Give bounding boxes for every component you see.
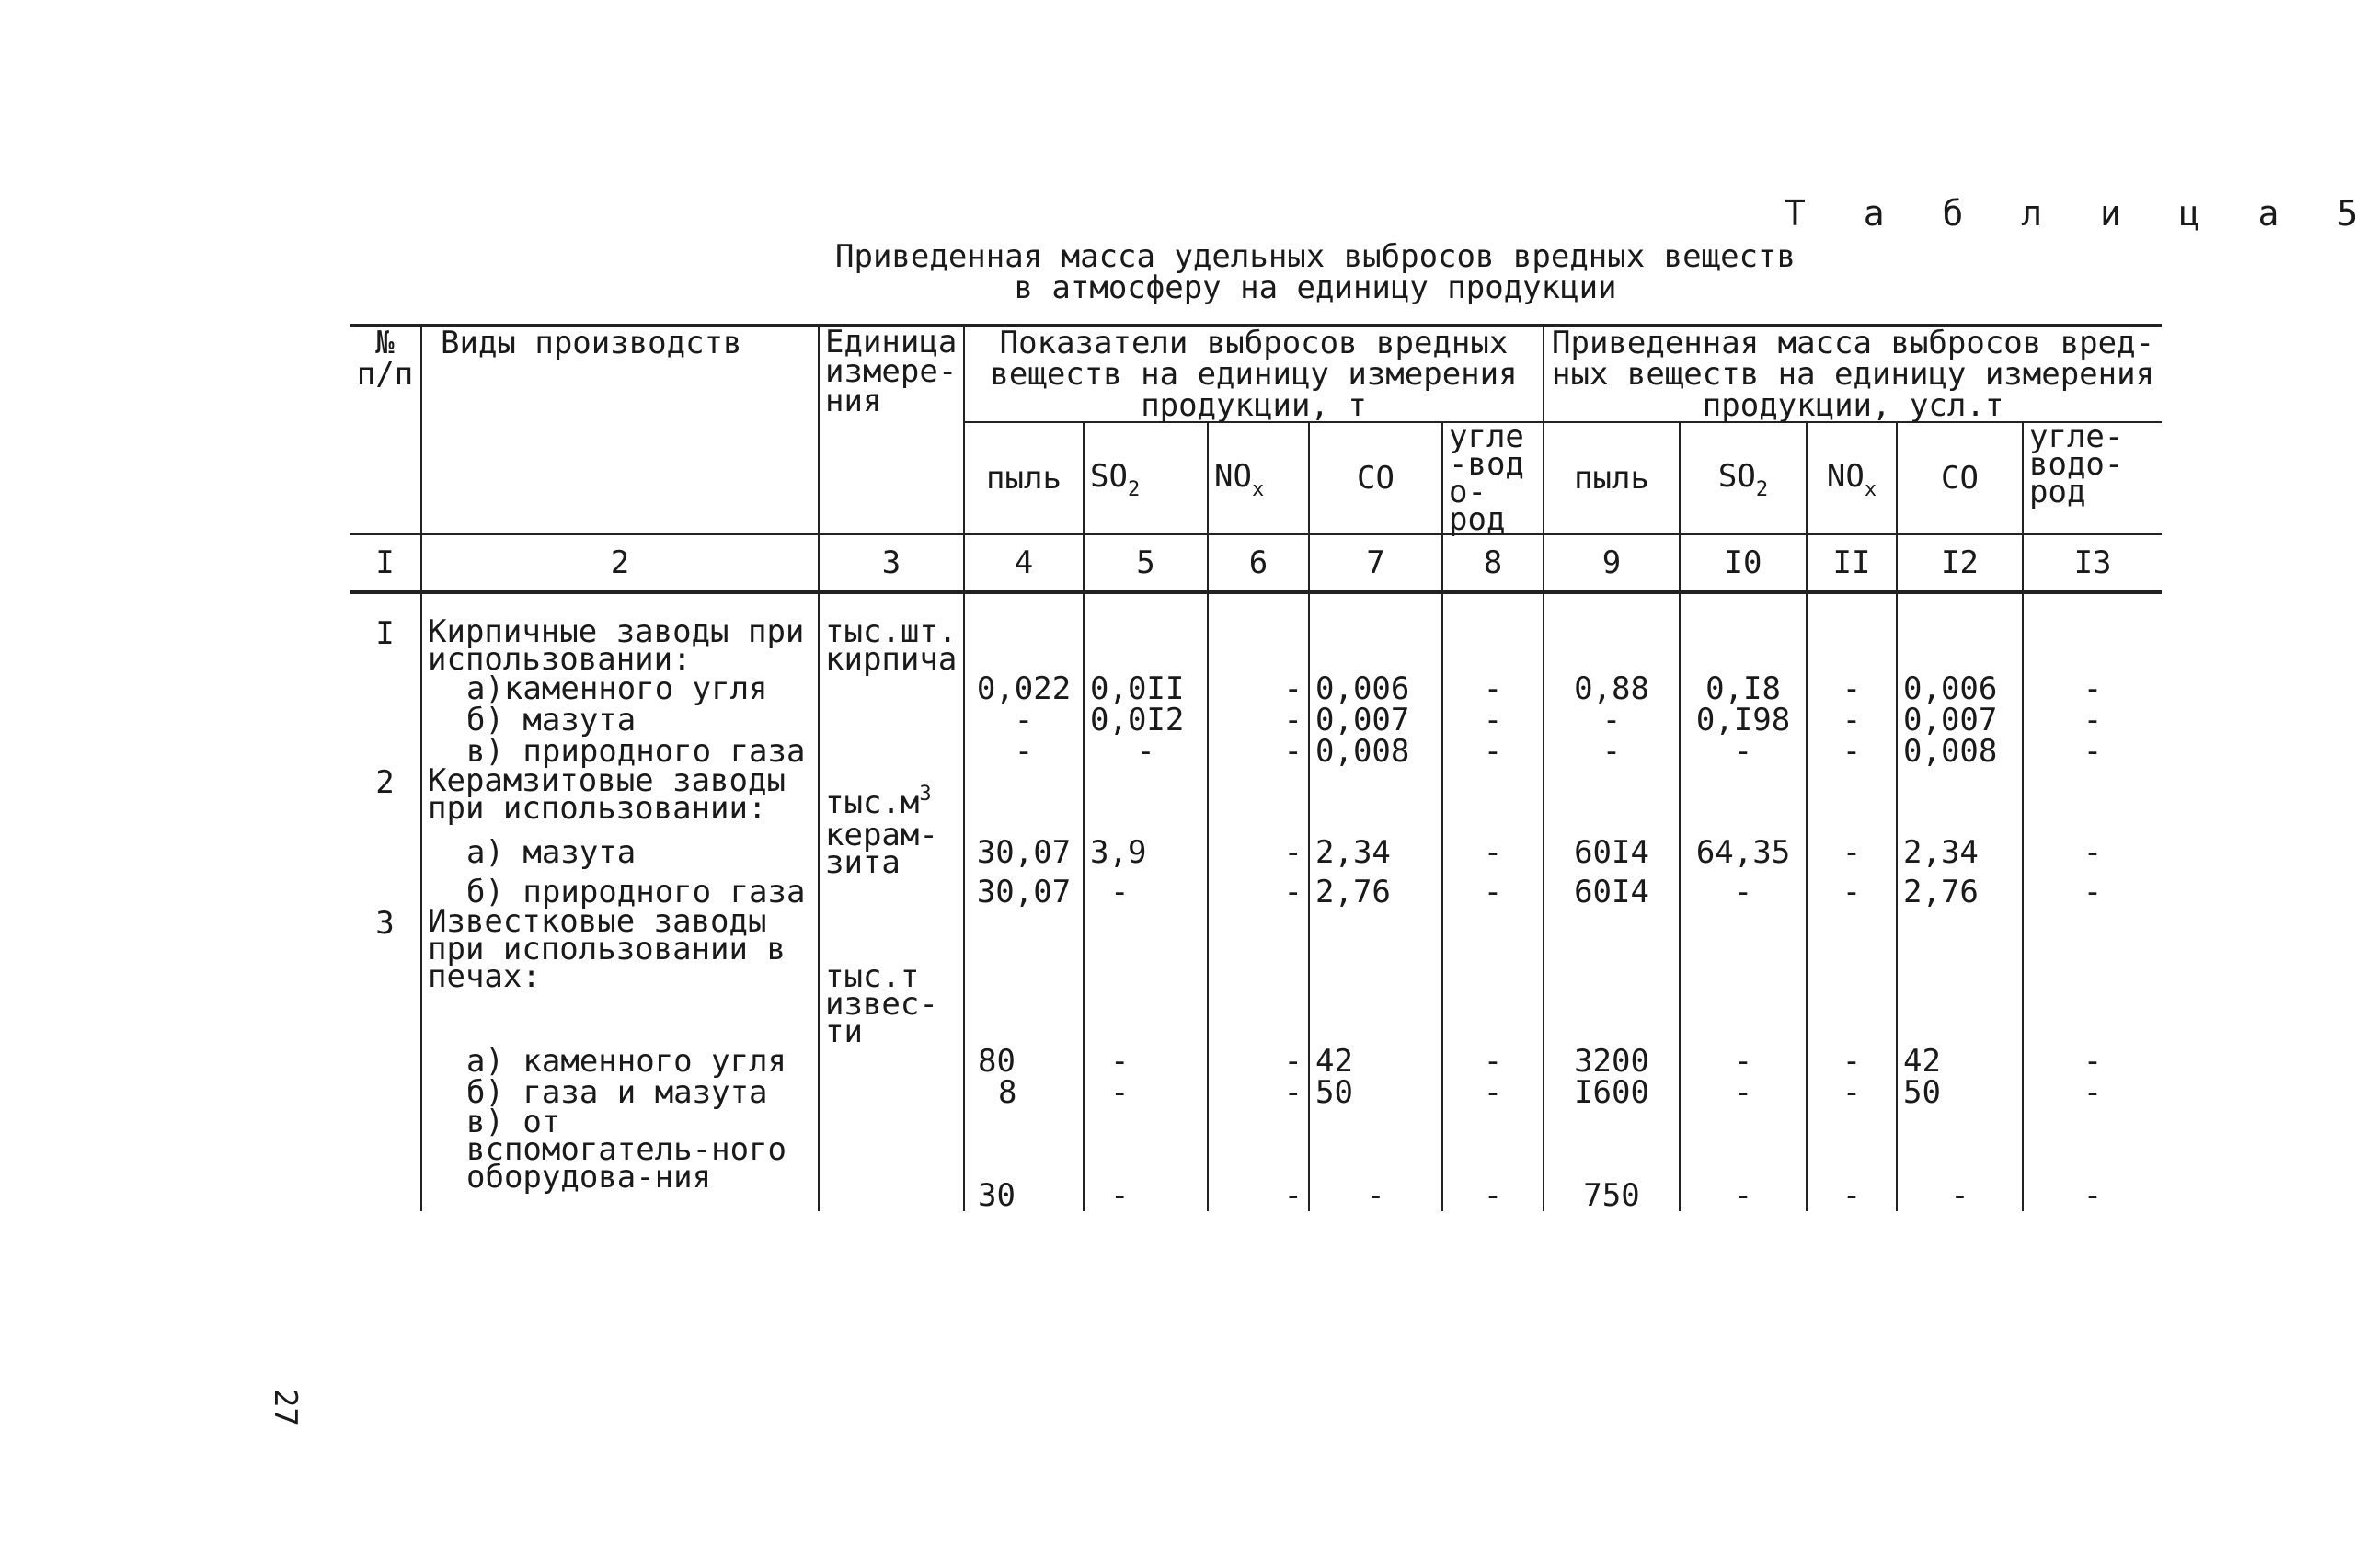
title-line-1: Приведенная масса удельных выбросов вредных веществ — [835, 238, 1796, 275]
nox-sub: x — [1251, 477, 1265, 501]
group-unit: тыс.шт. кирпича — [819, 618, 964, 704]
nox-reduced-label: NO — [1826, 457, 1865, 495]
cell-dust-reduced: 60I4 — [1544, 876, 1680, 908]
cell-dust: - — [964, 704, 1084, 736]
group-row-3 — [350, 908, 2162, 1046]
header-unit: Единица измере-ния — [819, 326, 964, 534]
cell-nox: - — [1208, 1046, 1309, 1077]
nox-reduced-sub: x — [1864, 477, 1877, 501]
title-line-2: в атмосферу на единицу продукции — [1014, 269, 1617, 306]
cell-dust-reduced: 0,88 — [1544, 673, 1680, 704]
header-num: № п/п — [350, 326, 421, 534]
page-number: 27 — [267, 1389, 304, 1426]
cell-hc-reduced: - — [2023, 1077, 2162, 1108]
cell-so2-reduced: 0,I8 — [1680, 673, 1807, 704]
col-num-3: 3 — [819, 534, 964, 592]
col-num-9: 9 — [1544, 534, 1680, 592]
cell-co: 0,008 — [1309, 736, 1442, 767]
header-hydrocarbon-reduced: угле-водо-род — [2023, 422, 2162, 534]
cell-so2: 0,0I2 — [1084, 704, 1208, 736]
row-label: в) от вспомогатель-ного оборудова-ния — [421, 1108, 819, 1211]
cell-hc: - — [1442, 1077, 1544, 1108]
unit-rest: керам-зита — [825, 817, 938, 881]
cell-nox: - — [1208, 704, 1309, 736]
cell-dust: 80 — [964, 1046, 1084, 1077]
cell-so2-reduced: 64,35 — [1680, 837, 1807, 876]
cell-dust-reduced: 750 — [1544, 1108, 1680, 1211]
header-nox — [1208, 422, 1309, 534]
cell-dust-reduced: 3200 — [1544, 1046, 1680, 1077]
cell-so2-reduced: - — [1680, 736, 1807, 767]
cell-co: 42 — [1309, 1046, 1442, 1077]
cell-nox-reduced: - — [1807, 704, 1897, 736]
header-row-1 — [350, 326, 2162, 422]
cell-co: - — [1309, 1108, 1442, 1211]
row-label: б) мазута — [421, 704, 819, 736]
cell-so2: - — [1084, 1108, 1208, 1211]
cell-so2: 0,0II — [1084, 673, 1208, 704]
cell-nox-reduced: - — [1807, 673, 1897, 704]
col-num-2: 2 — [421, 534, 819, 592]
header-emissions-group: Показатели выбросов вредных веществ на единицу измерения продукции, т — [964, 326, 1544, 422]
cell-nox: - — [1208, 1108, 1309, 1211]
group-name: Кирпичные заводы при использовании: — [421, 618, 819, 673]
cell-nox: - — [1208, 673, 1309, 704]
cell-hc-reduced: - — [2023, 673, 2162, 704]
cell-so2: - — [1084, 736, 1208, 767]
header-type: Виды производств — [421, 326, 819, 534]
cell-dust: 30,07 — [964, 876, 1084, 908]
cell-nox: - — [1208, 1077, 1309, 1108]
group-row-2 — [350, 767, 2162, 837]
cell-hc: - — [1442, 673, 1544, 704]
table-row — [350, 673, 2162, 704]
cell-co-reduced: 42 — [1897, 1046, 2023, 1077]
cell-nox-reduced: - — [1807, 1046, 1897, 1077]
cell-dust: 30 — [964, 1108, 1084, 1211]
unit-main: тыс.м — [825, 784, 920, 821]
cell-dust-reduced: - — [1544, 704, 1680, 736]
so2-reduced-sub: 2 — [1755, 477, 1769, 501]
col-num-6: 6 — [1208, 534, 1309, 592]
cell-dust-reduced: I600 — [1544, 1077, 1680, 1108]
cell-hc-reduced: - — [2023, 1108, 2162, 1211]
row-label: а) каменного угля — [421, 1046, 819, 1077]
table-title — [699, 238, 1932, 306]
cell-co-reduced: - — [1897, 1108, 2023, 1211]
cell-nox: - — [1208, 876, 1309, 908]
col-num-7: 7 — [1309, 534, 1442, 592]
group-unit — [819, 767, 964, 881]
col-num-4: 4 — [964, 534, 1084, 592]
cell-nox-reduced: - — [1807, 736, 1897, 767]
cell-hc-reduced: - — [2023, 837, 2162, 876]
row-label: б) газа и мазута — [421, 1077, 819, 1108]
cell-so2-reduced: - — [1680, 876, 1807, 908]
cell-nox: - — [1208, 736, 1309, 767]
cell-co: 0,006 — [1309, 673, 1442, 704]
cell-co: 2,76 — [1309, 876, 1442, 908]
row-label: в) природного газа — [421, 736, 819, 767]
group-name: Известковые заводы при использовании в печах: — [421, 908, 819, 1046]
cell-hc-reduced: - — [2023, 704, 2162, 736]
cell-dust-reduced: - — [1544, 736, 1680, 767]
cell-hc: - — [1442, 837, 1544, 876]
cell-co: 2,34 — [1309, 837, 1442, 876]
cell-co: 50 — [1309, 1077, 1442, 1108]
cell-so2-reduced: - — [1680, 1077, 1807, 1108]
unit-sup: 3 — [919, 783, 932, 806]
cell-co: 0,007 — [1309, 704, 1442, 736]
col-num-12: I2 — [1897, 534, 2023, 592]
table-row — [350, 704, 2162, 736]
table-row — [350, 1108, 2162, 1211]
cell-hc: - — [1442, 704, 1544, 736]
emissions-table — [350, 324, 2162, 1214]
so2-reduced-label: SO — [1717, 457, 1756, 495]
cell-co-reduced: 0,006 — [1897, 673, 2023, 704]
header-co: CO — [1309, 422, 1442, 534]
row-label: б) природного газа — [421, 876, 819, 908]
nox-label: NO — [1214, 457, 1252, 495]
group-name: Керамзитовые заводы при использовании: — [421, 767, 819, 837]
cell-nox-reduced: - — [1807, 876, 1897, 908]
table-row — [350, 837, 2162, 876]
column-numbers-row — [350, 534, 2162, 592]
group-num: 2 — [350, 767, 421, 837]
cell-nox: - — [1208, 837, 1309, 876]
table-row — [350, 1077, 2162, 1108]
cell-hc-reduced: - — [2023, 876, 2162, 908]
header-so2-reduced — [1680, 422, 1807, 534]
col-num-8: 8 — [1442, 534, 1544, 592]
row-label: а)каменного угля — [421, 673, 819, 704]
cell-so2: 3,9 — [1084, 837, 1208, 876]
cell-dust: - — [964, 736, 1084, 767]
row-label: а) мазута — [421, 837, 819, 876]
cell-nox-reduced: - — [1807, 1108, 1897, 1211]
header-dust: пыль — [964, 422, 1084, 534]
cell-so2-reduced: - — [1680, 1046, 1807, 1077]
table-row — [350, 1046, 2162, 1077]
so2-sub: 2 — [1127, 477, 1141, 501]
header-co-reduced: CO — [1897, 422, 2023, 534]
cell-nox-reduced: - — [1807, 837, 1897, 876]
cell-hc-reduced: - — [2023, 736, 2162, 767]
cell-hc: - — [1442, 1108, 1544, 1211]
col-num-5: 5 — [1084, 534, 1208, 592]
header-hydrocarbon: угле-водо-род — [1442, 422, 1544, 534]
header-dust-reduced: пыль — [1544, 422, 1680, 534]
cell-hc: - — [1442, 876, 1544, 908]
cell-co-reduced: 2,76 — [1897, 876, 2023, 908]
cell-hc: - — [1442, 1046, 1544, 1077]
cell-dust: 30,07 — [964, 837, 1084, 876]
cell-co-reduced: 0,007 — [1897, 704, 2023, 736]
header-reduced-group: Приведенная масса выбросов вред-ных веществ на единицу измерения продукции, усл.т — [1544, 326, 2162, 422]
cell-dust: 0,022 — [964, 673, 1084, 704]
cell-hc: - — [1442, 736, 1544, 767]
header-nox-reduced — [1807, 422, 1897, 534]
table-label: Т а б л и ц а 5 — [1785, 193, 2376, 234]
col-num-11: II — [1807, 534, 1897, 592]
cell-so2-reduced: - — [1680, 1108, 1807, 1211]
cell-so2: - — [1084, 1046, 1208, 1077]
col-num-1: I — [350, 534, 421, 592]
cell-so2: - — [1084, 876, 1208, 908]
col-num-10: I0 — [1680, 534, 1807, 592]
cell-dust: 8 — [964, 1077, 1084, 1108]
so2-label: SO — [1090, 457, 1128, 495]
cell-so2: - — [1084, 1077, 1208, 1108]
group-num: 3 — [350, 908, 421, 1046]
cell-co-reduced: 50 — [1897, 1077, 2023, 1108]
cell-co-reduced: 0,008 — [1897, 736, 2023, 767]
group-num: I — [350, 618, 421, 673]
cell-co-reduced: 2,34 — [1897, 837, 2023, 876]
cell-dust-reduced: 60I4 — [1544, 837, 1680, 876]
cell-nox-reduced: - — [1807, 1077, 1897, 1108]
col-num-13: I3 — [2023, 534, 2162, 592]
header-so2 — [1084, 422, 1208, 534]
cell-so2-reduced: 0,I98 — [1680, 704, 1807, 736]
group-unit: тыс.т извес-ти — [819, 908, 964, 1046]
cell-hc-reduced: - — [2023, 1046, 2162, 1077]
